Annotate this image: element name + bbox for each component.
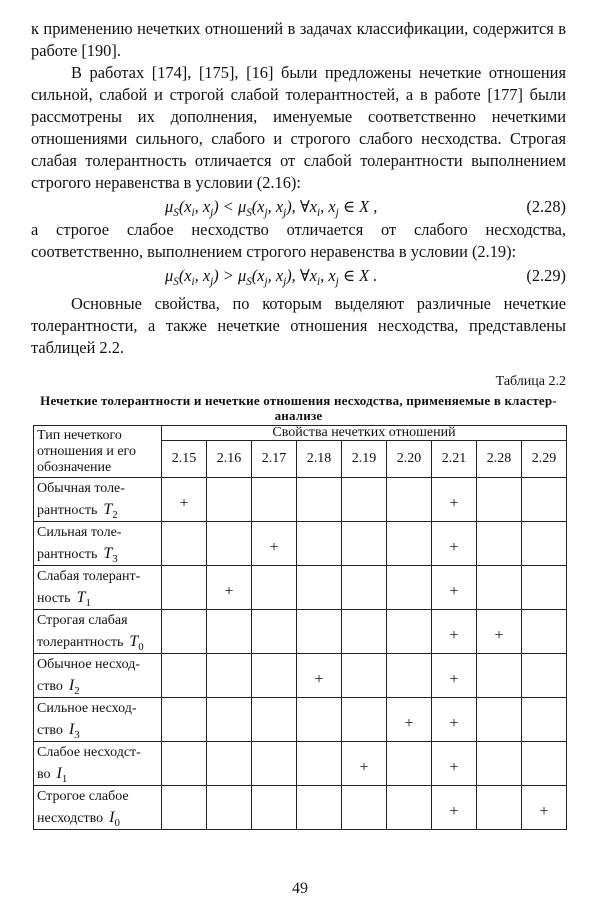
relation-name-line1: Слабая толерант- (37, 569, 141, 584)
table-body (34, 478, 567, 830)
relation-symbol-index: 3 (74, 728, 80, 741)
formula-2-29-number: (2.29) (526, 266, 566, 285)
property-mark: + (162, 478, 207, 522)
property-mark: + (432, 698, 477, 742)
column-number: 2.20 (387, 441, 432, 478)
relation-name-line2: несходство (37, 811, 104, 826)
relation-name (34, 566, 162, 610)
relation-name-line1: Обычная толе- (37, 481, 125, 496)
property-mark (387, 522, 432, 566)
property-mark (387, 478, 432, 522)
property-mark (162, 698, 207, 742)
relation-name-line2: ность (37, 591, 71, 606)
relation-symbol-letter: T (103, 501, 113, 518)
property-mark (387, 654, 432, 698)
property-mark (297, 610, 342, 654)
property-mark (477, 478, 522, 522)
property-mark: + (432, 522, 477, 566)
property-mark: + (207, 566, 252, 610)
table-row (34, 566, 567, 610)
formula-2-28 (31, 194, 566, 219)
paragraph-4: Основные свойства, по которым выделяют различные нечеткие толерантности, а также нечеткие отношения несходства, представлены таблицей 2.2. (31, 294, 566, 357)
property-mark: + (387, 698, 432, 742)
property-mark (162, 610, 207, 654)
relation-symbol (103, 545, 118, 565)
table-label: Таблица 2.2 (495, 374, 566, 389)
relation-name-line2: рантность (37, 547, 98, 562)
table-row (34, 522, 567, 566)
column-number: 2.17 (252, 441, 297, 478)
property-mark (387, 742, 432, 786)
relation-symbol-index: 0 (114, 816, 120, 829)
property-mark (477, 566, 522, 610)
table-caption: Нечеткие толерантности и нечеткие отношения несходства, применяемые в кластер-анализе (40, 393, 557, 423)
relation-name-line1: Строгая слабая (37, 613, 128, 628)
property-mark (522, 698, 567, 742)
property-mark (297, 742, 342, 786)
properties-header: Свойства нечетких отношений (162, 426, 567, 441)
property-mark (387, 566, 432, 610)
relation-symbol-index: 3 (112, 552, 118, 565)
property-mark: + (432, 566, 477, 610)
property-mark (342, 698, 387, 742)
property-mark (162, 654, 207, 698)
row-type-header: Тип нечеткого отношения и его обозначение (34, 426, 162, 478)
property-mark: + (252, 522, 297, 566)
relation-symbol (56, 765, 68, 785)
column-number: 2.21 (432, 441, 477, 478)
relation-symbol-index: 1 (85, 596, 91, 609)
relation-symbol-letter: T (103, 545, 113, 562)
property-mark (252, 786, 297, 830)
property-mark (342, 522, 387, 566)
relation-name-line1: Строгое слабое (37, 789, 129, 804)
property-mark (252, 698, 297, 742)
formula-2-29-expression: $\mu_S(x_i$, $x_j) > \mu_S(x_j$, $x_j$), $\forall x_i$, $x_j$ ∈ X . (165, 266, 378, 288)
property-mark: + (432, 610, 477, 654)
relation-name (34, 698, 162, 742)
relation-symbol (109, 809, 120, 829)
property-mark (522, 610, 567, 654)
relation-symbol-letter: I (68, 721, 75, 738)
property-mark: + (297, 654, 342, 698)
paragraph-3: а строгое слабое несходство отличается от слабого несходства, соответственно, выполнением строгого неравенства в условии (2.19): (31, 220, 566, 261)
column-number: 2.29 (522, 441, 567, 478)
table-header-row (34, 426, 567, 441)
property-mark (477, 786, 522, 830)
property-mark (522, 522, 567, 566)
property-mark (477, 654, 522, 698)
property-mark (207, 698, 252, 742)
relation-name (34, 478, 162, 522)
relation-name (34, 522, 162, 566)
column-number: 2.28 (477, 441, 522, 478)
property-mark: + (342, 742, 387, 786)
relation-name-line1: Сильная толе- (37, 525, 122, 540)
relation-symbol (76, 589, 91, 609)
property-mark (207, 522, 252, 566)
property-mark (387, 786, 432, 830)
property-mark (342, 478, 387, 522)
property-mark: + (432, 478, 477, 522)
property-mark (477, 698, 522, 742)
property-mark (477, 742, 522, 786)
property-mark (522, 654, 567, 698)
property-mark: + (477, 610, 522, 654)
relation-name (34, 654, 162, 698)
property-mark (387, 610, 432, 654)
relation-symbol (68, 721, 80, 741)
relation-name-line1: Слабое несходст- (37, 745, 141, 760)
relation-symbol-index: 2 (74, 684, 80, 697)
property-mark (342, 654, 387, 698)
table-row (34, 742, 567, 786)
relation-symbol (129, 633, 144, 653)
property-mark (207, 478, 252, 522)
relation-name-line2: ство (37, 723, 63, 738)
property-mark (522, 566, 567, 610)
relation-name-line2: ство (37, 679, 63, 694)
relation-symbol-letter: I (109, 809, 115, 826)
property-mark: + (432, 654, 477, 698)
relation-symbol-index: 0 (138, 640, 144, 653)
formula-2-29 (31, 263, 566, 288)
formula-2-28-expression: $\mu_S(x_i$, $x_j) < \mu_S(x_j$, $x_j$), $\forall x_i$, $x_j$ ∈ X , (165, 197, 378, 219)
table-row (34, 698, 567, 742)
property-mark (252, 610, 297, 654)
property-mark (162, 566, 207, 610)
property-mark (342, 786, 387, 830)
relation-symbol-index: 2 (112, 508, 118, 521)
property-mark (252, 654, 297, 698)
column-number: 2.19 (342, 441, 387, 478)
relation-name (34, 786, 162, 830)
relation-name-line2: во (37, 767, 51, 782)
property-mark (162, 786, 207, 830)
property-mark (297, 566, 342, 610)
relation-name-line2: рантность (37, 503, 98, 518)
property-mark: + (432, 742, 477, 786)
property-mark (297, 478, 342, 522)
property-mark (297, 698, 342, 742)
table-row (34, 478, 567, 522)
paragraph-1: к применению нечетких отношений в задачах классификации, содержится в работе [190]. (31, 19, 566, 60)
table-row (34, 786, 567, 830)
column-number: 2.16 (207, 441, 252, 478)
relation-symbol-index: 1 (61, 772, 68, 785)
relation-name-line1: Сильное несход- (37, 701, 137, 716)
property-mark (162, 522, 207, 566)
relation-symbol-letter: I (68, 677, 75, 694)
relation-name (34, 742, 162, 786)
property-mark (342, 610, 387, 654)
relation-symbol-letter: T (129, 633, 139, 650)
property-mark (252, 742, 297, 786)
page-number: 49 (292, 880, 308, 897)
relation-name-line1: Обычное несход- (37, 657, 140, 672)
property-mark (297, 522, 342, 566)
table-row (34, 654, 567, 698)
relation-name (34, 610, 162, 654)
property-mark (207, 742, 252, 786)
property-mark (162, 742, 207, 786)
property-mark (477, 522, 522, 566)
relation-symbol (68, 677, 80, 697)
property-mark (252, 478, 297, 522)
property-mark (522, 742, 567, 786)
property-mark (207, 654, 252, 698)
relation-name-line2: толерантность (37, 635, 124, 650)
table-row (34, 610, 567, 654)
paragraph-2: В работах [174], [175], [16] были предложены нечеткие отношения сильной, слабой и строгой слабой толерантностей, а в работе [177] были рассмотрены их дополнения, именуемые соответственно нечеткими отношениями сильного, слабого и строгого слабого несходства. Строгая слабая толерантность отличается от слабой толерантности выполнением строгого неравенства в условии (2.16): (31, 63, 566, 192)
property-mark (522, 478, 567, 522)
property-mark: + (432, 786, 477, 830)
property-mark: + (522, 786, 567, 830)
relation-symbol (103, 501, 118, 521)
property-mark (342, 566, 387, 610)
column-number: 2.18 (297, 441, 342, 478)
column-number: 2.15 (162, 441, 207, 478)
property-mark (252, 566, 297, 610)
properties-table (33, 425, 567, 830)
property-mark (207, 786, 252, 830)
relation-symbol-letter: T (76, 589, 86, 606)
relation-symbol-letter: I (56, 765, 62, 782)
property-mark (297, 786, 342, 830)
property-mark (207, 610, 252, 654)
formula-2-28-number: (2.28) (526, 197, 566, 216)
